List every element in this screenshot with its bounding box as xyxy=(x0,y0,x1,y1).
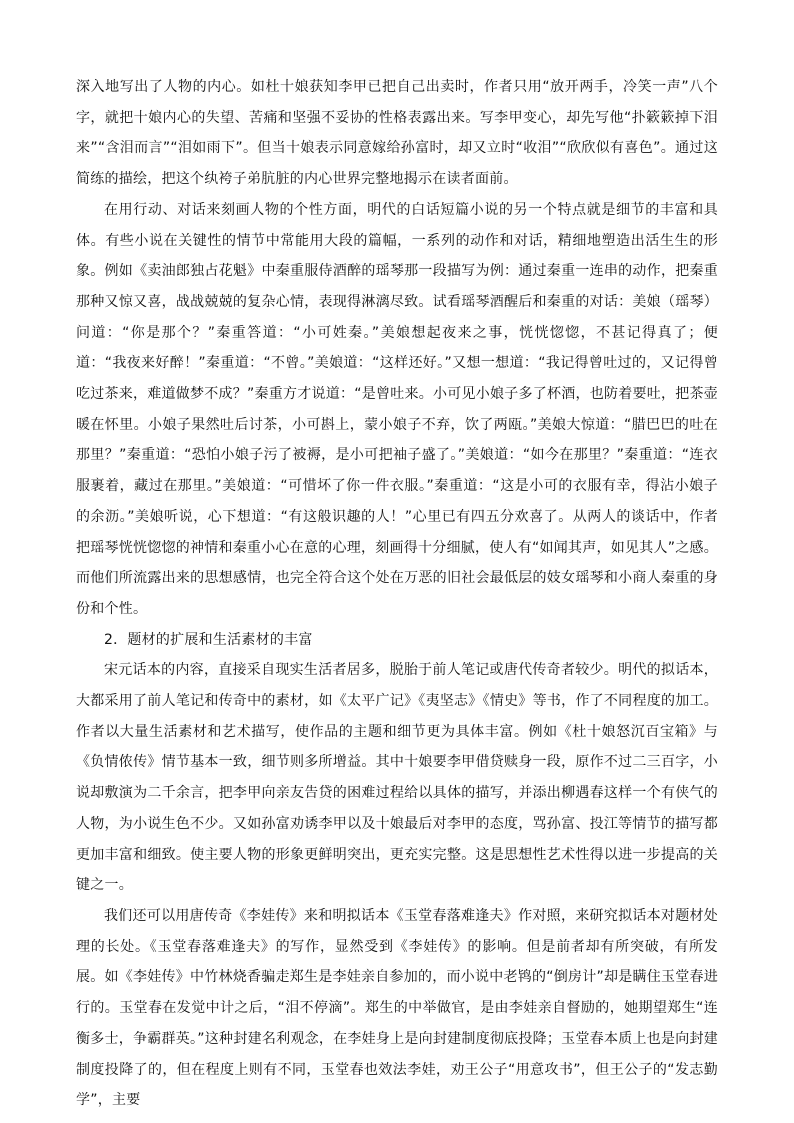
paragraph-1: 深入地写出了人物的内心。如杜十娘获知李甲已把自己出卖时，作者只用“放开两手，冷笑一声”八个字，就把十娘内心的失望、苦痛和坚强不妥协的性格表露出来。写李甲变心，却先写他“扑簌簌掉下泪来”“含泪而言”“泪如雨下”。但当十娘表示同意嫁给孙富时，却又立时“收泪”“欣欣似有喜色”。通过这简练的描绘，把这个纨袴子弟肮脏的内心世界完整地揭示在读者面前。 xyxy=(76,79,718,188)
section-heading: 2．题材的扩展和生活素材的丰富 xyxy=(104,631,313,648)
paragraph-3: 宋元话本的内容，直接采自现实生活者居多，脱胎于前人笔记或唐代传奇者较少。明代的拟话本，大都采用了前人笔记和传奇中的素材，如《太平广记》《夷坚志》《情史》等书，作了不同程度的加工。作者以大量生活素材和艺术描写，使作品的主题和细节更为具体丰富。例如《杜十娘怒沉百宝箱》与《负情侬传》情节基本一致，细节则多所增益。其中十娘要李甲借贷赎身一段，原作不过二三百字，小说却敷演为二千余言，把李甲向亲友告贷的困难过程给以具体的描写，并添出柳遇春这样一个有侠气的人物，为小说生色不少。又如孙富劝诱李甲以及十娘最后对李甲的态度，骂孙富、投江等情节的描写都更加丰富和细致。使主要人物的形象更鲜明突出，更充实完整。这是思想性艺术性得以进一步提高的关键之一。 xyxy=(76,662,718,894)
paragraph-4: 我们还可以用唐传奇《李娃传》来和明拟话本《玉堂春落难逢夫》作对照，来研究拟话本对题材处理的长处。《玉堂春落难逢夫》的写作，显然受到《李娃传》的影响。但是前者却有所突破，有所发展。如《李娃传》中竹林烧香骗走郑生是李娃亲自参加的，而小说中老鸨的“倒房计”却是瞒住玉堂春进行的。玉堂春在发觉中计之后，“泪不停滴”。郑生的中举做官，是由李娃亲自督励的，她期望郑生“连衡多士，争霸群英。”这种封建名利观念，在李娃身上是向封建制度彻底投降；玉堂春本质上也是向封建制度投降了的，但在程度上则有不同，玉堂春也效法李娃，劝王公子“用意攻书”，但王公子的“发志勤学”，主要 xyxy=(76,907,719,1109)
document-page xyxy=(76,72,718,1116)
paragraph-2: 在用行动、对话来刻画人物的个性方面，明代的白话短篇小说的另一个特点就是细节的丰富和具体。有些小说在关键性的情节中常能用大段的篇幅，一系列的动作和对话，精细地塑造出活生生的形象。例如《卖油郎独占花魁》中秦重服侍酒醉的瑶琴那一段描写为例：通过秦重一连串的动作，把秦重那种又惊又喜，战战兢兢的复杂心情，表现得淋漓尽致。试看瑶琴酒醒后和秦重的对话：美娘（瑶琴）问道：“你是那个？”秦重答道：“小可姓秦。”美娘想起夜来之事，恍恍惚惚，不甚记得真了；便道：“我夜来好醉！”秦重道：“不曾。”美娘道：“这样还好。”又想一想道：“我记得曾吐过的，又记得曾吃过茶来，难道做梦不成？”秦重方才说道：“是曾吐来。小可见小娘子多了杯酒，也防着要吐，把茶壶暖在怀里。小娘子果然吐后讨茶，小可斟上，蒙小娘子不弃，饮了两瓯。”美娘大惊道：“腊巴巴的吐在那里？”秦重道：“恐怕小娘子污了被褥，是小可把袖子盛了。”美娘道：“如今在那里？”秦重道：“连衣服裹着，藏过在那里。”美娘道：“可惜坏了你一件衣服。”秦重道：“这是小可的衣服有幸，得沾小娘子的余沥。”美娘听说，心下想道：“有这般识趣的人！”心里已有四五分欢喜了。从两人的谈话中，作者把瑶琴恍恍惚惚的神情和秦重小心在意的心理，刻画得十分细腻，使人有“如闻其声，如见其人”之感。而他们所流露出来的思想感情，也完全符合这个处在万恶的旧社会最低层的妓女瑶琴和小商人秦重的身份和个性。 xyxy=(76,201,719,617)
